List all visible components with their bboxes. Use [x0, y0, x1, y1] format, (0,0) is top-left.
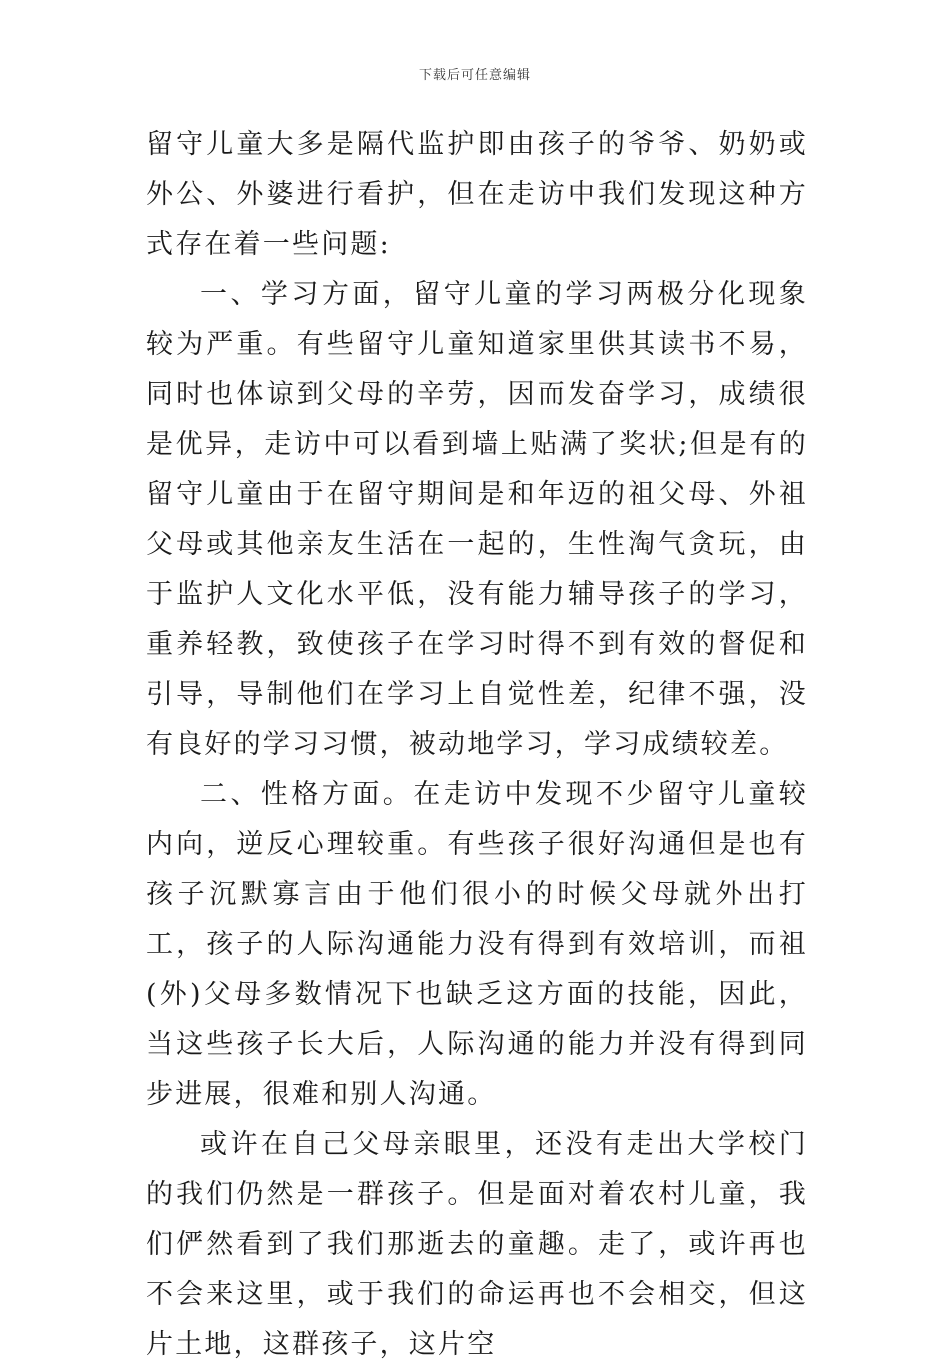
- page-header-note: 下载后可任意编辑: [418, 68, 531, 83]
- paragraph-reflection: 或许在自己父母亲眼里，还没有走出大学校门的我们仍然是一群孩子。但是面对着农村儿童，我们俨然看到了我们那逝去的童趣。走了，或许再也不会来这里，或于我们的命运再也不会相交，但这片土地，这群孩子，这片空: [146, 1129, 808, 1360]
- paragraph-personality: 二、性格方面。在走访中发现不少留守儿童较内向，逆反心理较重。有些孩子很好沟通但是也有孩子沉默寡言由于他们很小的时候父母就外出打工，孩子的人际沟通能力没有得到有效培训，而祖(外)父母多数情况下也缺乏这方面的技能，因此，当这些孩子长大后，人际沟通的能力并没有得到同步进展，很难和别人沟通。: [146, 779, 808, 1110]
- paragraph-study: 一、学习方面，留守儿童的学习两极分化现象较为严重。有些留守儿童知道家里供其读书不易，同时也体谅到父母的辛劳，因而发奋学习，成绩很是优异，走访中可以看到墙上贴满了奖状;但是有的留守儿童由于在留守期间是和年迈的祖父母、外祖父母或其他亲友生活在一起的，生性淘气贪玩，由于监护人文化水平低，没有能力辅导孩子的学习，重养轻教，致使孩子在学习时得不到有效的督促和引导，导制他们在学习上自觉性差，纪律不强，没有良好的学习习惯，被动地学习，学习成绩较差。: [146, 279, 808, 760]
- paragraph-intro: 留守儿童大多是隔代监护即由孩子的爷爷、奶奶或外公、外婆进行看护，但在走访中我们发现这种方式存在着一些问题:: [146, 129, 808, 260]
- document-body: [146, 120, 808, 1370]
